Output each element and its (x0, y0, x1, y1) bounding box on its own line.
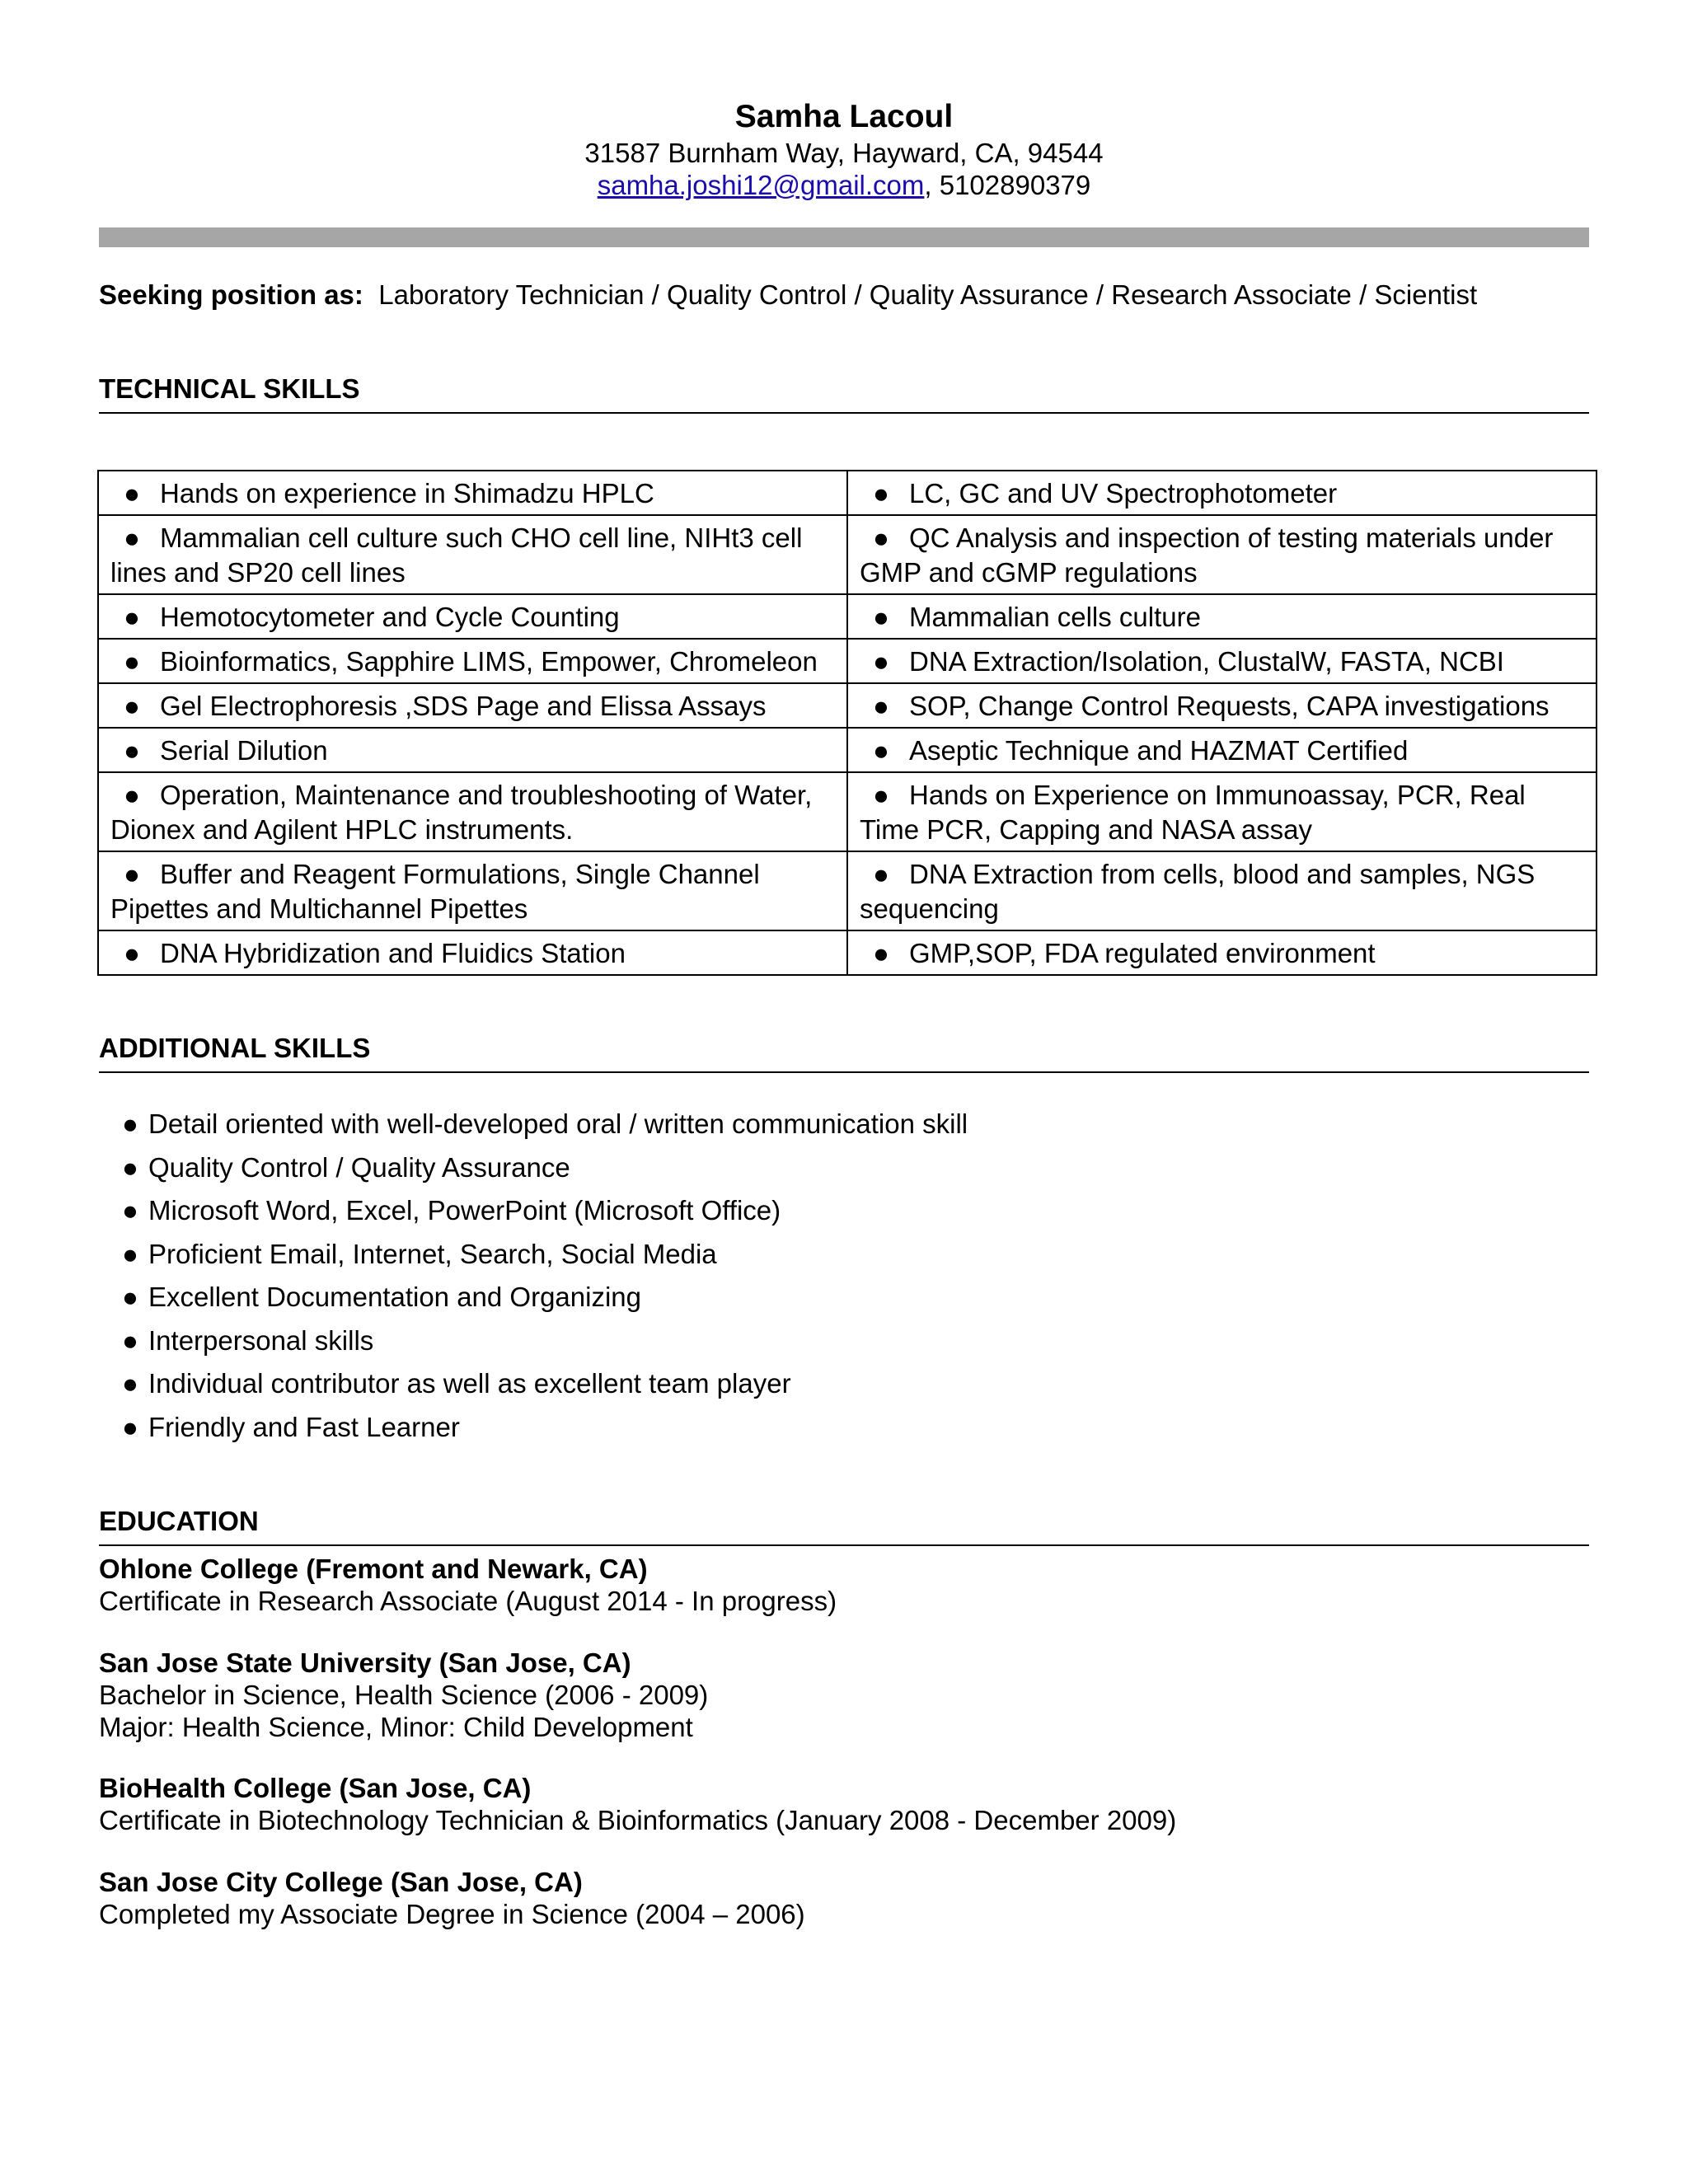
candidate-name: Samha Lacoul (734, 99, 954, 134)
skills-row (98, 515, 1597, 594)
skills-row (98, 728, 1597, 772)
skill-text: Detail oriented with well-developed oral / written communication skill (148, 1108, 968, 1139)
bullet-icon: ● (873, 691, 889, 721)
skills-row (98, 851, 1597, 930)
skill-text: Interpersonal skills (148, 1324, 374, 1356)
additional-skills-heading: ADDITIONAL SKILLS (99, 1032, 1589, 1073)
skill-item (860, 857, 1584, 926)
bullet-icon: ● (124, 523, 140, 553)
skill-text: Friendly and Fast Learner (148, 1411, 460, 1442)
bullet-icon: ● (122, 1282, 138, 1312)
skill-item (110, 733, 835, 768)
skills-cell (847, 772, 1597, 851)
skills-cell (98, 683, 847, 728)
bullet-icon: ● (124, 691, 140, 721)
skills-cell (847, 851, 1597, 930)
bullet-icon: ● (122, 1238, 138, 1269)
skill-item (110, 600, 835, 635)
bullet-icon: ● (873, 859, 889, 889)
bullet-icon: ● (122, 1324, 138, 1356)
skill-text: DNA Hybridization and Fluidics Station (160, 938, 626, 968)
skills-cell (98, 639, 847, 683)
skill-text: Serial Dilution (160, 735, 328, 766)
education-detail: Bachelor in Science, Health Science (2006 - 2009) (99, 1680, 709, 1710)
education-detail: Certificate in Biotechnology Technician & Bioinformatics (January 2008 - December 2009) (99, 1805, 1177, 1835)
skill-item (110, 936, 835, 971)
education-detail: Major: Health Science, Minor: Child Development (99, 1712, 693, 1742)
header-divider-bar (99, 227, 1589, 247)
skill-item (860, 733, 1584, 768)
list-item (122, 1146, 968, 1190)
technical-skills-heading: TECHNICAL SKILLS (99, 373, 1589, 414)
skills-cell (847, 515, 1597, 594)
skill-text: Hands on Experience on Immunoassay, PCR, Real Time PCR, Capping and NASA assay (860, 780, 1526, 845)
education-entry (99, 1866, 805, 1930)
list-item (122, 1362, 968, 1406)
education-entry (99, 1553, 837, 1617)
skill-text: Mammalian cells culture (909, 602, 1201, 632)
candidate-address: 31587 Burnham Way, Hayward, CA, 94544 (584, 138, 1104, 168)
bullet-icon: ● (873, 646, 889, 677)
bullet-icon: ● (124, 859, 140, 889)
skills-row (98, 471, 1597, 515)
skills-cell (98, 930, 847, 975)
skill-item (110, 521, 835, 590)
bullet-icon: ● (124, 478, 140, 509)
skill-text: QC Analysis and inspection of testing materials under GMP and cGMP regulations (860, 523, 1554, 588)
bullet-icon: ● (873, 780, 889, 810)
additional-skills-list (122, 1103, 968, 1449)
skill-text: Hemotocytometer and Cycle Counting (160, 602, 620, 632)
education-detail: Certificate in Research Associate (August 2014 - In progress) (99, 1586, 837, 1616)
skill-item (110, 644, 835, 679)
skills-cell (98, 515, 847, 594)
skill-item (860, 521, 1584, 590)
skill-text: Buffer and Reagent Formulations, Single Channel Pipettes and Multichannel Pipettes (110, 859, 760, 924)
bullet-icon: ● (124, 938, 140, 968)
skills-cell (847, 683, 1597, 728)
technical-skills-table (97, 470, 1597, 976)
skill-text: Excellent Documentation and Organizing (148, 1282, 642, 1312)
skills-row (98, 683, 1597, 728)
skill-item (110, 476, 835, 511)
skills-cell (847, 639, 1597, 683)
skills-row (98, 930, 1597, 975)
skills-row (98, 772, 1597, 851)
skill-item (860, 689, 1584, 724)
skills-cell (847, 728, 1597, 772)
institution-name: BioHealth College (San Jose, CA) (99, 1773, 532, 1803)
institution-name: San Jose State University (San Jose, CA) (99, 1647, 631, 1678)
education-detail: Completed my Associate Degree in Science (2004 – 2006) (99, 1899, 805, 1929)
skill-text: LC, GC and UV Spectrophotometer (909, 478, 1338, 509)
institution-name: San Jose City College (San Jose, CA) (99, 1867, 583, 1897)
bullet-icon: ● (124, 646, 140, 677)
bullet-icon: ● (873, 938, 889, 968)
skills-cell (98, 594, 847, 639)
list-item (122, 1406, 968, 1450)
skill-text: Aseptic Technique and HAZMAT Certified (909, 735, 1409, 766)
bullet-icon: ● (122, 1368, 138, 1399)
skills-cell (847, 594, 1597, 639)
bullet-icon: ● (873, 523, 889, 553)
list-item (122, 1103, 968, 1146)
list-item (122, 1233, 968, 1277)
institution-name: Ohlone College (Fremont and Newark, CA) (99, 1554, 648, 1584)
skill-text: Microsoft Word, Excel, PowerPoint (Microsoft Office) (148, 1195, 781, 1226)
bullet-icon: ● (873, 602, 889, 632)
education-heading: EDUCATION (99, 1505, 1589, 1546)
skills-row (98, 639, 1597, 683)
skill-text: Gel Electrophoresis ,SDS Page and Elissa Assays (160, 691, 767, 721)
skill-item (860, 476, 1584, 511)
skill-text: Operation, Maintenance and troubleshooting of Water, Dionex and Agilent HPLC instruments. (110, 780, 813, 845)
seeking-position (99, 279, 1477, 312)
skills-cell (847, 471, 1597, 515)
bullet-icon: ● (873, 735, 889, 766)
skill-item (860, 600, 1584, 635)
skills-row (98, 594, 1597, 639)
skills-cell (847, 930, 1597, 975)
bullet-icon: ● (124, 780, 140, 810)
contact-line (0, 169, 1688, 202)
bullet-icon: ● (122, 1151, 138, 1183)
skill-text: Mammalian cell culture such CHO cell line, NIHt3 cell lines and SP20 cell lines (110, 523, 803, 588)
skill-text: DNA Extraction/Isolation, ClustalW, FASTA, NCBI (909, 646, 1504, 677)
skills-cell (98, 772, 847, 851)
skills-cell (98, 728, 847, 772)
skill-text: Bioinformatics, Sapphire LIMS, Empower, Chromeleon (160, 646, 818, 677)
skill-text: SOP, Change Control Requests, CAPA investigations (909, 691, 1550, 721)
skill-text: GMP,SOP, FDA regulated environment (909, 938, 1376, 968)
bullet-icon: ● (122, 1195, 138, 1226)
skills-cell (98, 851, 847, 930)
skill-item (860, 936, 1584, 971)
skill-text: Individual contributor as well as excellent team player (148, 1368, 791, 1399)
bullet-icon: ● (873, 478, 889, 509)
bullet-icon: ● (122, 1411, 138, 1442)
education-entry (99, 1647, 708, 1743)
skill-text: DNA Extraction from cells, blood and samples, NGS sequencing (860, 859, 1536, 924)
list-item (122, 1276, 968, 1319)
skill-item (110, 857, 835, 926)
skill-text: Hands on experience in Shimadzu HPLC (160, 478, 654, 509)
skill-text: Quality Control / Quality Assurance (148, 1151, 570, 1183)
skill-item (110, 778, 835, 847)
seeking-value: Laboratory Technician / Quality Control / Quality Assurance / Research Associate / Scientist (378, 279, 1478, 310)
email-link[interactable]: samha.joshi12@gmail.com (597, 170, 925, 200)
seeking-label: Seeking position as: (99, 279, 363, 310)
list-item (122, 1319, 968, 1363)
bullet-icon: ● (124, 735, 140, 766)
skill-item (860, 778, 1584, 847)
education-entry (99, 1772, 1176, 1836)
skill-item (860, 644, 1584, 679)
phone-number: , 5102890379 (924, 170, 1091, 200)
skill-item (110, 689, 835, 724)
skills-cell (98, 471, 847, 515)
skill-text: Proficient Email, Internet, Search, Social Media (148, 1238, 717, 1269)
list-item (122, 1189, 968, 1233)
bullet-icon: ● (124, 602, 140, 632)
bullet-icon: ● (122, 1108, 138, 1139)
